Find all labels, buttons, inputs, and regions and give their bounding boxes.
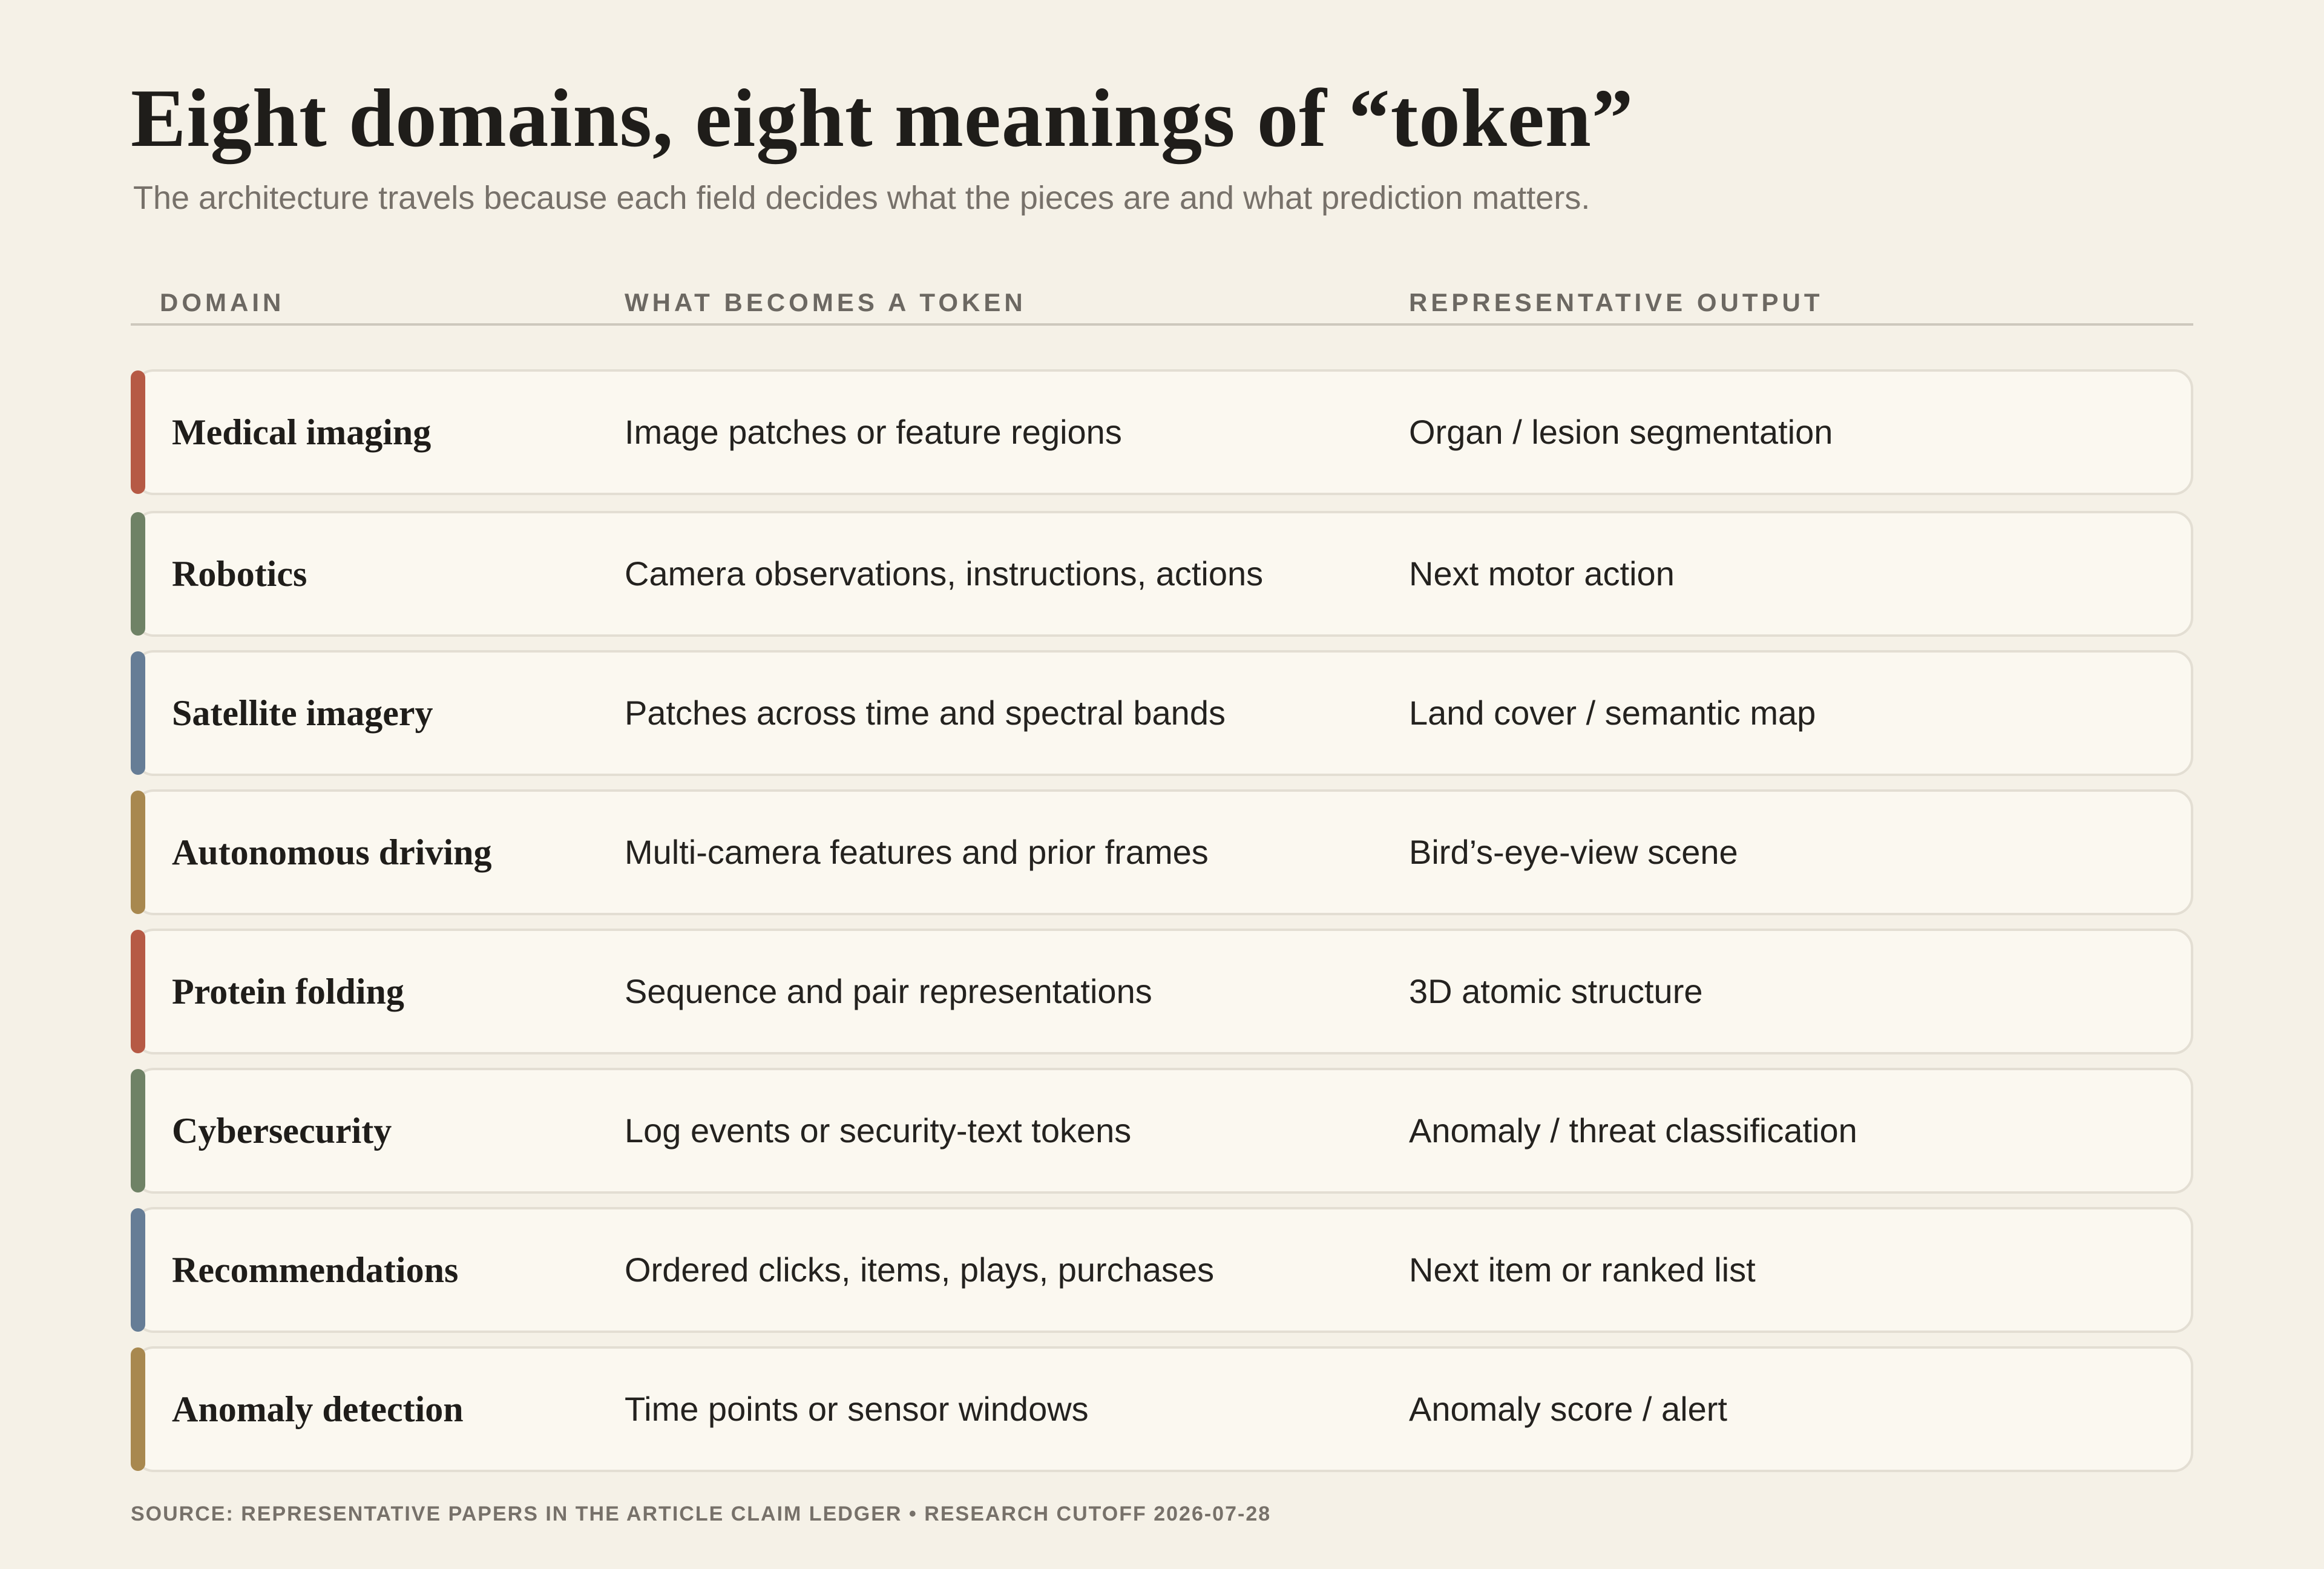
source-note: SOURCE: REPRESENTATIVE PAPERS IN THE ARTICLE CLAIM LEDGER • RESEARCH CUTOFF 2026-07-28 bbox=[131, 1502, 1272, 1525]
row-accent-bar bbox=[131, 1208, 145, 1332]
output-cell: Anomaly score / alert bbox=[1409, 1390, 1727, 1428]
page-subtitle: The architecture travels because each field decides what the pieces are and what prediction matters. bbox=[133, 180, 1590, 216]
output-cell: 3D atomic structure bbox=[1409, 972, 1703, 1010]
output-cell: Land cover / semantic map bbox=[1409, 694, 1816, 732]
token-cell: Ordered clicks, items, plays, purchases bbox=[625, 1251, 1215, 1289]
domain-cell: Satellite imagery bbox=[172, 693, 433, 733]
domain-cell: Robotics bbox=[172, 554, 307, 594]
domain-cell: Autonomous driving bbox=[172, 832, 492, 872]
column-header-output: REPRESENTATIVE OUTPUT bbox=[1409, 288, 1823, 317]
row-card bbox=[134, 369, 2193, 495]
domain-cell: Medical imaging bbox=[172, 412, 432, 452]
token-cell: Camera observations, instructions, actions bbox=[625, 554, 1264, 593]
table-row bbox=[131, 929, 2193, 1054]
output-cell: Next item or ranked list bbox=[1409, 1251, 1756, 1289]
token-cell: Sequence and pair representations bbox=[625, 972, 1152, 1010]
output-cell: Next motor action bbox=[1409, 554, 1675, 593]
output-cell: Organ / lesion segmentation bbox=[1409, 413, 1833, 451]
row-accent-bar bbox=[131, 1347, 145, 1471]
table-row bbox=[131, 789, 2193, 915]
row-card bbox=[134, 1068, 2193, 1194]
page-title: Eight domains, eight meanings of “token” bbox=[131, 72, 1634, 164]
token-cell: Log events or security-text tokens bbox=[625, 1111, 1132, 1150]
table-row bbox=[131, 1207, 2193, 1333]
row-accent-bar bbox=[131, 512, 145, 636]
token-cell: Time points or sensor windows bbox=[625, 1390, 1089, 1428]
row-accent-bar bbox=[131, 370, 145, 494]
row-accent-bar bbox=[131, 1069, 145, 1192]
table-header bbox=[131, 285, 2193, 326]
table-row bbox=[131, 1346, 2193, 1472]
table-row bbox=[131, 1068, 2193, 1194]
table-row bbox=[131, 511, 2193, 637]
column-header-domain: DOMAIN bbox=[160, 288, 285, 317]
row-card bbox=[134, 929, 2193, 1054]
table-row bbox=[131, 650, 2193, 776]
table-row bbox=[131, 369, 2193, 495]
token-cell: Image patches or feature regions bbox=[625, 413, 1122, 451]
domain-cell: Protein folding bbox=[172, 972, 404, 1011]
row-accent-bar bbox=[131, 791, 145, 914]
row-accent-bar bbox=[131, 651, 145, 775]
domain-cell: Cybersecurity bbox=[172, 1111, 392, 1151]
output-cell: Anomaly / threat classification bbox=[1409, 1111, 1857, 1150]
output-cell: Bird’s-eye-view scene bbox=[1409, 833, 1738, 871]
column-header-token: WHAT BECOMES A TOKEN bbox=[625, 288, 1026, 317]
token-cell: Patches across time and spectral bands bbox=[625, 694, 1226, 732]
row-accent-bar bbox=[131, 930, 145, 1053]
token-cell: Multi-camera features and prior frames bbox=[625, 833, 1209, 871]
domain-cell: Anomaly detection bbox=[172, 1389, 464, 1429]
domain-cell: Recommendations bbox=[172, 1250, 459, 1290]
